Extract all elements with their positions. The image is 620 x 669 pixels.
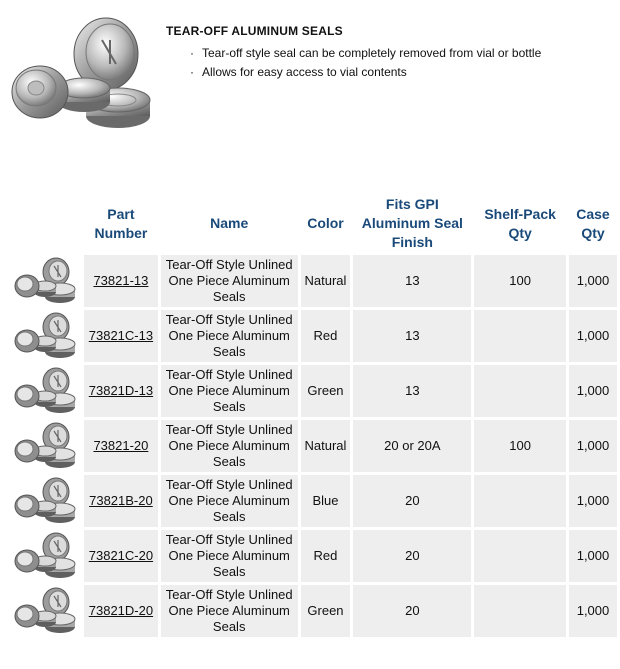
- name-line: One Piece Aluminum: [168, 383, 290, 398]
- header-part-number: [84, 195, 158, 252]
- name-line: Seals: [212, 289, 246, 304]
- part-number-cell: [84, 255, 158, 307]
- name-line: Seals: [212, 454, 246, 469]
- name-line: Seals: [212, 509, 246, 524]
- name-cell: [161, 310, 298, 362]
- feature-item: · Tear-off style seal can be completely removed from vial or bottle: [202, 44, 606, 63]
- part-number-link[interactable]: 73821B-20: [89, 493, 153, 508]
- fits-cell: 20 or 20A: [353, 420, 471, 472]
- table-row: [9, 255, 617, 307]
- product-title: TEAR-OFF ALUMINUM SEALS: [166, 24, 343, 38]
- color-cell: Red: [301, 310, 351, 362]
- name-line: One Piece Aluminum: [168, 548, 290, 563]
- seal-thumbnail-icon: [12, 256, 78, 306]
- product-thumbnail: [9, 585, 81, 637]
- name-line: Tear-Off Style Unlined: [165, 312, 293, 327]
- product-table: [6, 192, 620, 640]
- header-case-qty: [569, 195, 617, 252]
- case-qty-cell: 1,000: [569, 255, 617, 307]
- name-cell: [161, 530, 298, 582]
- name-line: One Piece Aluminum: [168, 493, 290, 508]
- name-line: Tear-Off Style Unlined: [165, 587, 293, 602]
- fits-cell: 13: [353, 310, 471, 362]
- color-cell: Red: [301, 530, 351, 582]
- case-qty-cell: 1,000: [569, 475, 617, 527]
- case-qty-cell: 1,000: [569, 585, 617, 637]
- product-thumbnail: [9, 420, 81, 472]
- header-color: Color: [307, 215, 344, 231]
- shelf-pack-cell: 100: [474, 420, 566, 472]
- shelf-pack-cell: [474, 585, 566, 637]
- color-cell: Blue: [301, 475, 351, 527]
- name-line: Seals: [212, 619, 246, 634]
- table-header-row: [9, 195, 617, 252]
- table-row: [9, 365, 617, 417]
- fits-cell: 20: [353, 530, 471, 582]
- header-shelf-line1: Shelf-Pack: [484, 205, 556, 222]
- part-number-link[interactable]: 73821-13: [93, 273, 149, 288]
- seal-thumbnail-icon: [12, 311, 78, 361]
- header-fits-line1: Fits GPI: [385, 196, 439, 212]
- part-number-link[interactable]: 73821C-20: [88, 548, 154, 563]
- name-line: Seals: [212, 344, 246, 359]
- name-cell: [161, 475, 298, 527]
- fits-cell: 13: [353, 365, 471, 417]
- header-image: [9, 195, 81, 252]
- part-number-link[interactable]: 73821-20: [93, 438, 149, 453]
- case-qty-cell: 1,000: [569, 530, 617, 582]
- part-number-cell: [84, 365, 158, 417]
- name-cell: [161, 255, 298, 307]
- seal-thumbnail-icon: [12, 366, 78, 416]
- header-part-line2: Number: [94, 224, 148, 241]
- header-case-line1: Case: [576, 205, 610, 222]
- case-qty-cell: 1,000: [569, 365, 617, 417]
- fits-cell: 20: [353, 585, 471, 637]
- name-line: Tear-Off Style Unlined: [165, 367, 293, 382]
- name-line: One Piece Aluminum: [168, 438, 290, 453]
- part-number-link[interactable]: 73821D-13: [88, 383, 154, 398]
- name-line: Tear-Off Style Unlined: [165, 532, 293, 547]
- product-thumbnail: [9, 255, 81, 307]
- product-thumbnail: [9, 475, 81, 527]
- name-line: Tear-Off Style Unlined: [165, 422, 293, 437]
- part-number-cell: [84, 530, 158, 582]
- name-line: Seals: [212, 399, 246, 414]
- fits-cell: 13: [353, 255, 471, 307]
- table-row: [9, 475, 617, 527]
- header-fits: [353, 195, 471, 252]
- shelf-pack-cell: 100: [474, 255, 566, 307]
- name-line: Tear-Off Style Unlined: [165, 477, 293, 492]
- table-row: [9, 310, 617, 362]
- header-shelf-line2: Qty: [508, 224, 532, 241]
- header-fits-line3: Finish: [391, 234, 433, 250]
- part-number-cell: [84, 585, 158, 637]
- color-cell: Natural: [301, 255, 351, 307]
- product-image: [6, 12, 154, 132]
- case-qty-cell: 1,000: [569, 310, 617, 362]
- header-case-line2: Qty: [581, 224, 605, 241]
- product-thumbnail: [9, 530, 81, 582]
- header-part-line1: Part: [107, 205, 135, 222]
- intro-section: [166, 24, 606, 82]
- part-number-cell: [84, 420, 158, 472]
- color-cell: Natural: [301, 420, 351, 472]
- table-row: [9, 530, 617, 582]
- shelf-pack-cell: [474, 310, 566, 362]
- part-number-link[interactable]: 73821D-20: [88, 603, 154, 618]
- name-line: One Piece Aluminum: [168, 603, 290, 618]
- seal-thumbnail-icon: [12, 476, 78, 526]
- table-row: [9, 585, 617, 637]
- product-thumbnail: [9, 310, 81, 362]
- part-number-link[interactable]: 73821C-13: [88, 328, 154, 343]
- header-fits-line2: Aluminum Seal: [361, 215, 463, 231]
- table-row: [9, 420, 617, 472]
- name-line: One Piece Aluminum: [168, 273, 290, 288]
- seal-thumbnail-icon: [12, 531, 78, 581]
- product-thumbnail: [9, 365, 81, 417]
- seal-thumbnail-icon: [12, 586, 78, 636]
- header-shelf-pack: [474, 195, 566, 252]
- feature-item: · Allows for easy access to vial contents: [202, 63, 606, 82]
- part-number-cell: [84, 310, 158, 362]
- part-number-cell: [84, 475, 158, 527]
- feature-list: [166, 44, 606, 82]
- name-cell: [161, 420, 298, 472]
- color-cell: Green: [301, 365, 351, 417]
- name-cell: [161, 365, 298, 417]
- case-qty-cell: 1,000: [569, 420, 617, 472]
- color-cell: Green: [301, 585, 351, 637]
- name-line: Seals: [212, 564, 246, 579]
- name-line: Tear-Off Style Unlined: [165, 257, 293, 272]
- header-name: Name: [210, 215, 249, 231]
- fits-cell: 20: [353, 475, 471, 527]
- shelf-pack-cell: [474, 475, 566, 527]
- seal-thumbnail-icon: [12, 421, 78, 471]
- name-line: One Piece Aluminum: [168, 328, 290, 343]
- shelf-pack-cell: [474, 365, 566, 417]
- name-cell: [161, 585, 298, 637]
- shelf-pack-cell: [474, 530, 566, 582]
